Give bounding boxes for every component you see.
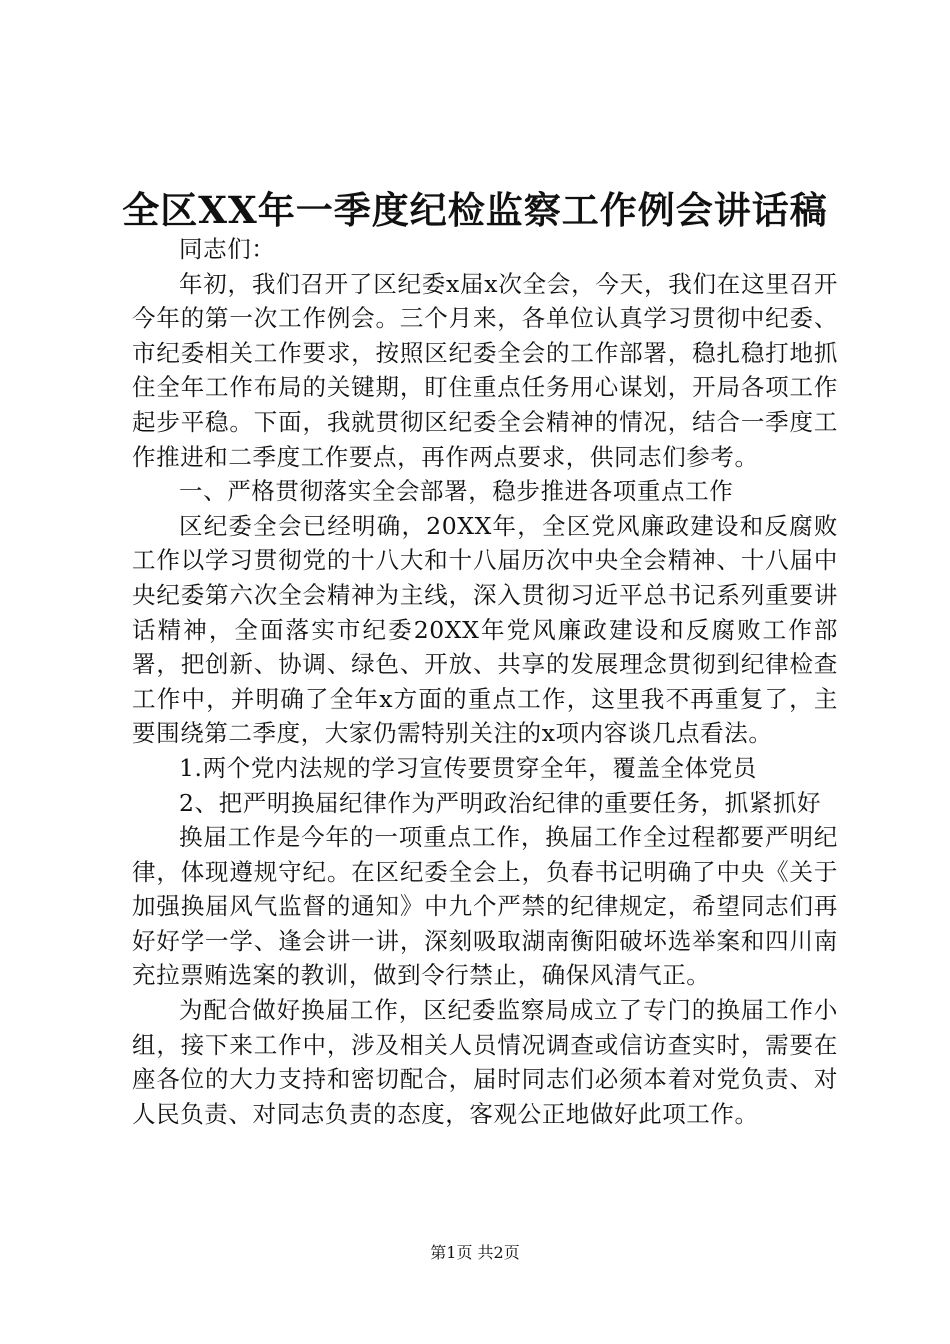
document-body — [132, 232, 838, 1131]
point-2-paragraph-2: 为配合做好换届工作，区纪委监察局成立了专门的换届工作小组，接下来工作中，涉及相关人员情况调查或信访查实时，需要在座各位的大力支持和密切配合，届时同志们必须本着对党负责、对人民负责、对同志负责的态度，客观公正地做好此项工作。 — [132, 996, 838, 1128]
page-number-footer: 第1页 共2页 — [430, 1243, 520, 1262]
point-1-heading: 1.两个党内法规的学习宣传要贯穿全年，覆盖全体党员 — [179, 753, 757, 782]
point-2-paragraph-1: 换届工作是今年的一项重点工作，换届工作全过程都要严明纪律，体现遵规守纪。在区纪委全会上，负春书记明确了中央《关于加强换届风气监督的通知》中九个严禁的纪律规定，希望同志们再好好学一学、逢会讲一讲，深刻吸取湖南衡阳破坏选举案和四川南充拉票贿选案的教训，做到令行禁止，确保风清气正。 — [132, 823, 838, 990]
section-1-paragraph: 区纪委全会已经明确，20XX年，全区党风廉政建设和反腐败工作以学习贯彻党的十八大和十八届历次中央全会精神、十八届中央纪委第六次全会精神为主线，深入贯彻习近平总书记系列重要讲话精神，全面落实市纪委20XX年党风廉政建设和反腐败工作部署，把创新、协调、绿色、开放、共享的发展理念贯彻到纪律检查工作中，并明确了全年x方面的重点工作，这里我不再重复了，主要围绕第二季度，大家仍需特别关注的x项内容谈几点看法。 — [132, 511, 838, 748]
intro-paragraph: 年初，我们召开了区纪委x届x次全会，今天，我们在这里召开今年的第一次工作例会。三个月来，各单位认真学习贯彻中纪委、市纪委相关工作要求，按照区纪委全会的工作部署，稳扎稳打地抓住全年工作布局的关键期，盯住重点任务用心谋划，开局各项工作起步平稳。下面，我就贯彻区纪委全会精神的情况，结合一季度工作推进和二季度工作要点，再作两点要求，供同志们参考。 — [132, 269, 838, 471]
section-heading-1: 一、严格贯彻落实全会部署，稳步推进各项重点工作 — [179, 477, 734, 506]
point-2-heading: 2、把严明换届纪律作为严明政治纪律的重要任务，抓紧抓好 — [179, 788, 822, 817]
document-title: 全区XX年一季度纪检监察工作例会讲话稿 — [122, 188, 828, 232]
salutation: 同志们： — [179, 235, 276, 263]
